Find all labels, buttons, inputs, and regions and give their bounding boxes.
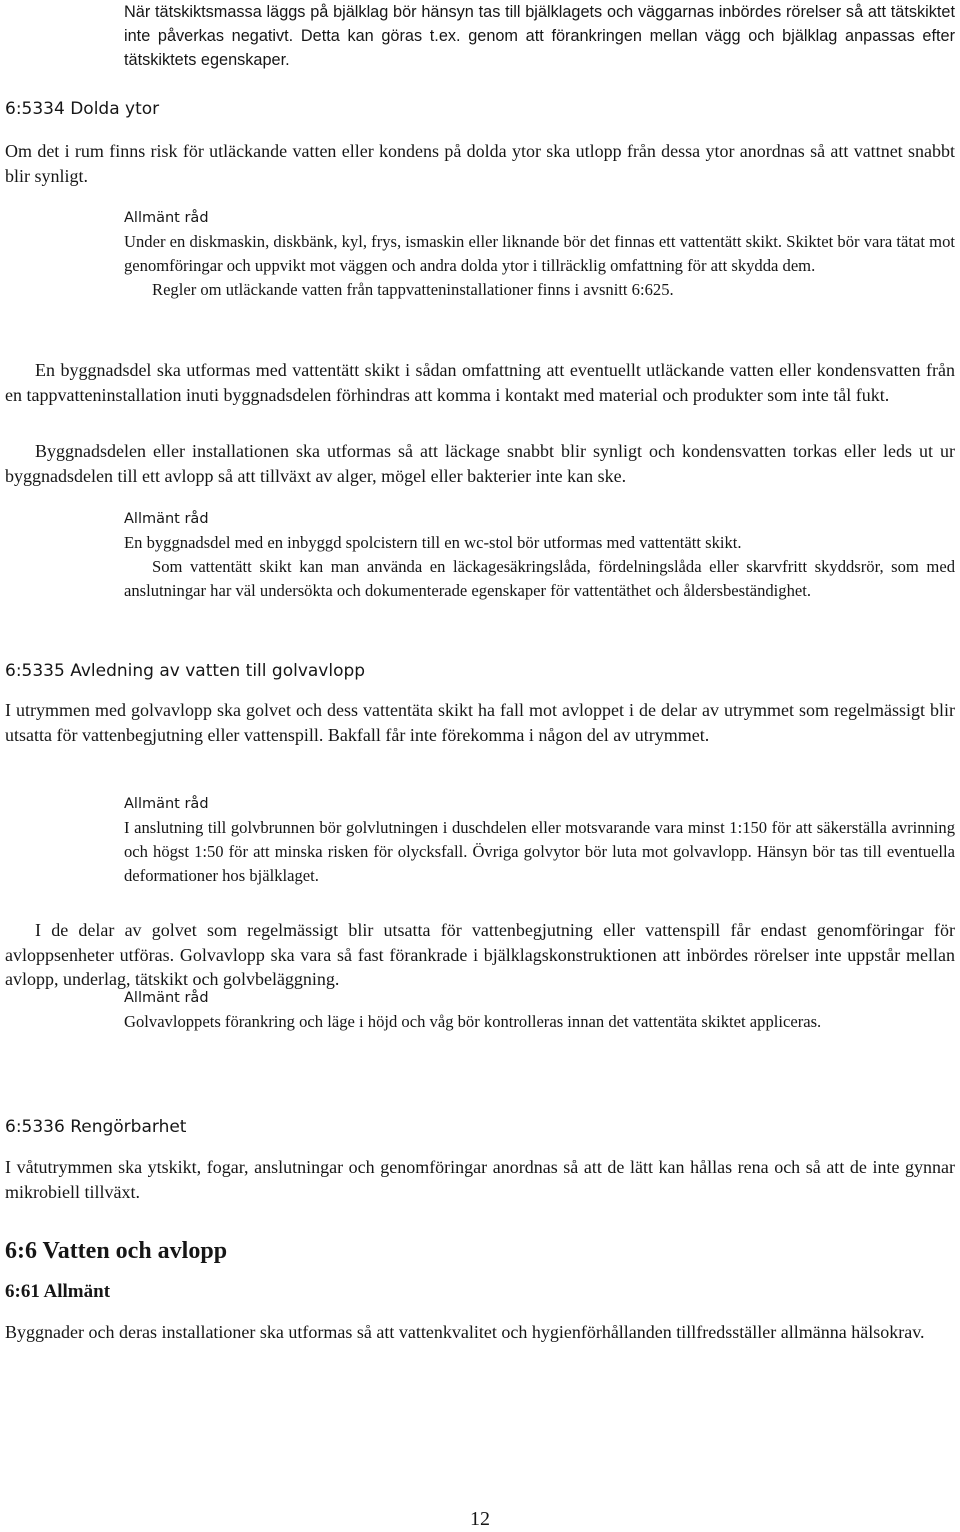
section-heading-6-5336: 6:5336 Rengörbarhet [5,1117,187,1137]
general-advice-label: Allmänt råd [124,511,209,527]
general-advice-box [124,792,955,888]
body-paragraph: En byggnadsdel ska utformas med vattentätt skikt i sådan omfattning att eventuellt utläckande vatten eller kondensvatten från en tappvatteninstallation inuti byggnadsdelen förhindras att komma i kontakt med material och produkter som inte tål fukt. [5,360,955,405]
body-paragraph: I våtutrymmen ska ytskikt, fogar, anslutningar och genomföringar anordnas så att de lätt kan hållas rena och så att de inte gynnar mikrobiell tillväxt. [5,1157,955,1202]
intro-paragraph: När tätskiktsmassa läggs på bjälklag bör hänsyn tas till bjälklagets och väggarnas inbördes rörelser så att tätskiktet inte påverkas negativt. Detta kan göras t.ex. genom att förankringen mellan vägg och bjälklag anpassas efter tätskiktets egenskaper. [124,3,955,69]
body-paragraph: Byggnadsdelen eller installationen ska utformas så att läckage snabbt blir synligt och kondensvatten torkas eller leds ut ur byggnadsdelen till ett avlopp så att tillväxt av alger, mögel eller bakterier inte kan ske. [5,441,955,486]
section-heading-6-5335: 6:5335 Avledning av vatten till golvavlopp [5,661,366,681]
general-advice-label: Allmänt råd [124,796,209,812]
general-advice-box [124,986,955,1034]
general-advice-text: Regler om utläckande vatten från tappvatteninstallationer finns i avsnitt 6:625. [152,280,674,299]
general-advice-text: Golvavloppets förankring och läge i höjd och våg bör kontrolleras innan det vattentäta skiktet appliceras. [124,1012,822,1031]
chapter-heading-6-6: 6:6 Vatten och avlopp [5,1238,228,1264]
general-advice-label: Allmänt råd [124,990,209,1006]
section-heading-6-5334: 6:5334 Dolda ytor [5,99,160,119]
general-advice-text: En byggnadsdel med en inbyggd spolcistern till en wc-stol bör utformas med vattentätt skikt. [124,533,742,552]
section-heading-6-61: 6:61 Allmänt [5,1281,111,1302]
general-advice-box [124,206,955,302]
general-advice-text: Under en diskmaskin, diskbänk, kyl, frys, ismaskin eller liknande bör det finnas ett vattentätt skikt. Skiktet bör vara tätat mot genomföringar och uppvikt mot väggen och andra dolda ytor i tillräcklig omfattning för att skydda dem. [124,232,955,275]
body-paragraph: I de delar av golvet som regelmässigt blir utsatta för vattenbegjutning eller vattenspill får endast genomföringar för avloppsenheter utföras. Golvavlopp ska vara så fast förankrade i bjälklagskonstruktionen att inbördes rörelser inte uppstår mellan avlopp, underlag, tätskikt och golvbeläggning. [5,920,955,989]
general-advice-text: Som vattentätt skikt kan man använda en läckagesäkringslåda, fördelningslåda eller skarvfritt skyddsrör, som med anslutningar har väl undersökta och dokumenterade egenskaper för vattentäthet och åldersbeständighet. [124,557,955,600]
body-paragraph: I utrymmen med golvavlopp ska golvet och dess vattentäta skikt ha fall mot avloppet i de delar av utrymmet som regelmässigt blir utsatta för vattenbegjutning eller vattenspill. Bakfall får inte förekomma i någon del av utrymmet. [5,700,955,745]
page-number: 12 [470,1508,490,1530]
body-paragraph: Byggnader och deras installationer ska utformas så att vattenkvalitet och hygienförhållanden tillfredsställer allmänna hälsokrav. [5,1322,925,1342]
general-advice-text: I anslutning till golvbrunnen bör golvlutningen i duschdelen eller motsvarande vara minst 1:150 för att säkerställa avrinning och högst 1:50 för att minska risken för olycksfall. Övriga golvytor bör luta mot golvavlopp. Hänsyn bör tas till eventuella deformationer hos bjälklaget. [124,818,955,885]
general-advice-label: Allmänt råd [124,210,209,226]
body-paragraph: Om det i rum finns risk för utläckande vatten eller kondens på dolda ytor ska utlopp från dessa ytor anordnas så att vattnet snabbt blir synligt. [5,141,955,186]
general-advice-box [124,507,955,603]
